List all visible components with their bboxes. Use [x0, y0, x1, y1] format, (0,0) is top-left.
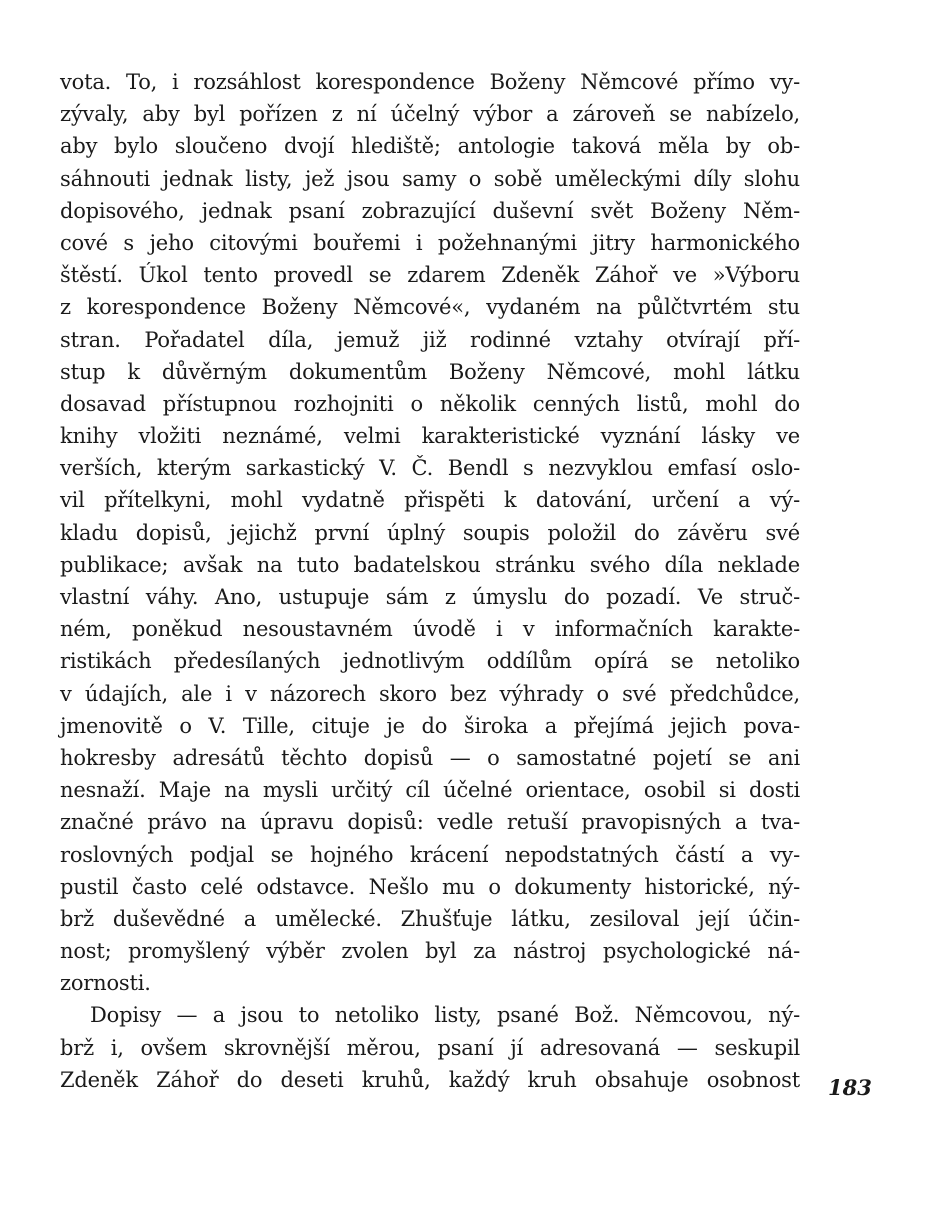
text-line: dopisového, jednak psaní zobrazující duševní svět Boženy Něm- [60, 198, 800, 223]
page-number: 183 [828, 1075, 872, 1100]
text-line: ném, poněkud nesoustavném úvodě i v informačních karakte- [60, 617, 800, 642]
text-line: cové s jeho citovými bouřemi i požehnanými jitry harmonického [60, 230, 800, 255]
text-line: ristikách předesílaných jednotlivým oddílům opírá se netoliko [60, 649, 800, 674]
text-line: z korespondence Boženy Němcové«, vydaném na půlčtvrtém stu [60, 295, 800, 320]
text-line: brž duševědné a umělecké. Zhušťuje látku, zesiloval její účin- [60, 906, 800, 931]
text-line: dosavad přístupnou rozhojniti o několik cenných listů, mohl do [60, 391, 800, 416]
text-line: Dopisy — a jsou to netoliko listy, psané Bož. Němcovou, ný- [90, 1003, 800, 1028]
text-line: kladu dopisů, jejichž první úplný soupis položil do závěru své [60, 520, 800, 545]
text-line: vlastní váhy. Ano, ustupuje sám z úmyslu do pozadí. Ve struč- [60, 585, 800, 609]
text-line: v údajích, ale i v názorech skoro bez výhrady o své předchůdce, [60, 681, 800, 706]
text-line: sáhnouti jednak listy, jež jsou samy o sobě uměleckými díly slohu [60, 166, 800, 191]
text-line: roslovných podjal se hojného krácení nepodstatných částí a vy- [60, 842, 800, 867]
text-line: publikace; avšak na tuto badatelskou stránku svého díla neklade [60, 552, 800, 577]
text-line: jmenovitě o V. Tille, cituje je do široka a přejímá jejich pova- [60, 713, 800, 738]
text-line: verších, kterým sarkastický V. Č. Bendl s nezvyklou emfasí oslo- [60, 456, 800, 481]
text-line: nost; promyšlený výběr zvolen byl za nástroj psychologické ná- [60, 939, 800, 964]
text-line: vota. To, i rozsáhlost korespondence Boženy Němcové přímo vy- [60, 70, 800, 94]
page-body [60, 66, 800, 1096]
text-line: brž i, ovšem skrovnější měrou, psaní jí adresovaná — seskupil [60, 1035, 800, 1060]
text-line: stran. Pořadatel díla, jemuž již rodinné vztahy otvírají pří- [60, 327, 800, 352]
paragraph-1 [60, 66, 800, 999]
text-line: pustil často celé odstavce. Nešlo mu o dokumenty historické, ný- [60, 874, 800, 899]
text-line: hokresby adresátů těchto dopisů — o samostatné pojetí se ani [60, 745, 800, 770]
text-line: Zdeněk Záhoř do deseti kruhů, každý kruh obsahuje osobnost [60, 1067, 800, 1092]
text-line: aby bylo sloučeno dvojí hlediště; antologie taková měla by ob- [60, 134, 800, 159]
text-line: vil přítelkyni, mohl vydatně přispěti k datování, určení a vý- [60, 488, 800, 513]
text-line: zornosti. [60, 971, 151, 996]
text-line: štěstí. Úkol tento provedl se zdarem Zdeněk Záhoř ve »Výboru [60, 263, 800, 288]
text-line: značné právo na úpravu dopisů: vedle retuší pravopisných a tva- [60, 810, 800, 835]
text-line: knihy vložiti neznámé, velmi karakteristické vyznání lásky ve [60, 424, 800, 449]
text-line: stup k důvěrným dokumentům Boženy Němcové, mohl látku [60, 359, 800, 384]
text-line: zývaly, aby byl pořízen z ní účelný výbor a zároveň se nabízelo, [60, 102, 800, 127]
text-line: nesnaží. Maje na mysli určitý cíl účelné orientace, osobil si dosti [60, 778, 800, 803]
paragraph-2 [60, 999, 800, 1096]
